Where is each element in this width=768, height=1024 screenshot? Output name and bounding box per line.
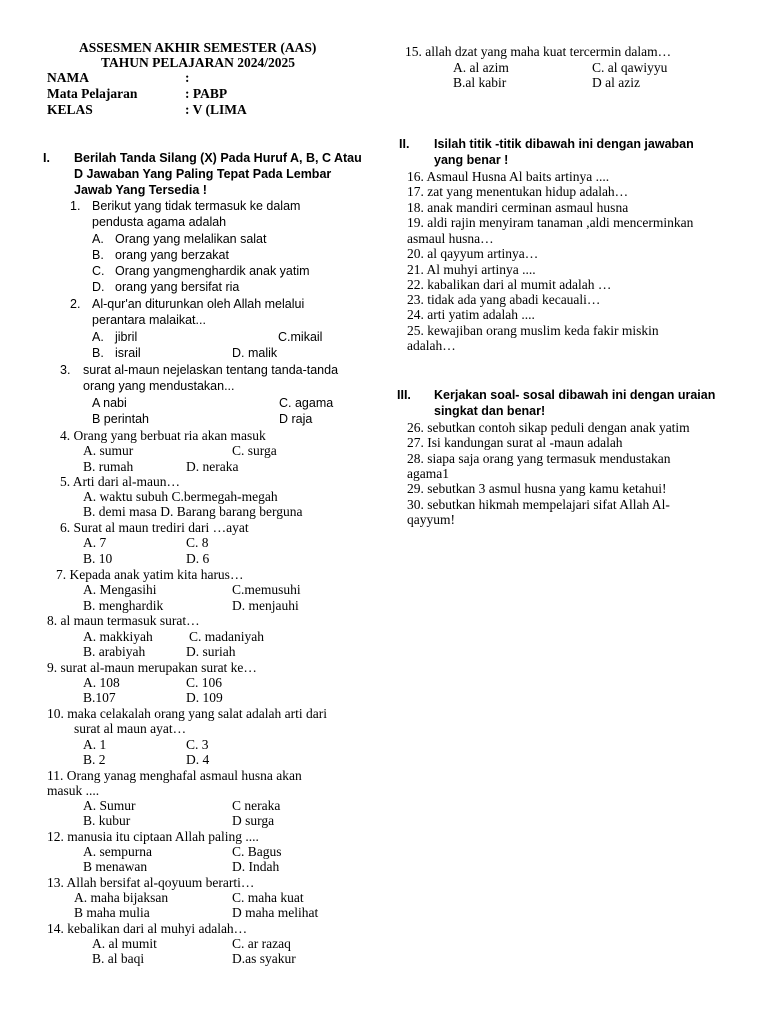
question-text: surat al maun ayat… (74, 721, 187, 736)
option-text: D. 109 (186, 690, 223, 705)
question-text: 9. surat al-maun merupakan surat ke… (47, 660, 257, 675)
option-letter: A. (92, 232, 104, 246)
essay-line: 17. zat yang menentukan hidup adalah… (407, 184, 629, 199)
essay-line: adalah… (407, 338, 456, 353)
option-text: C neraka (232, 798, 281, 813)
field-value-nama: : (185, 70, 190, 85)
option-text: A. sumur (83, 443, 134, 458)
option-text: B.107 (83, 690, 116, 705)
section2-number: II. (399, 137, 410, 151)
option-text: C. 8 (186, 535, 209, 550)
option-text: B. kubur (83, 813, 131, 828)
option-text: Orang yangmenghardik anak yatim (115, 264, 310, 278)
option-text: D. suriah (186, 644, 236, 659)
option-text: B. al baqi (92, 951, 145, 966)
question-text: orang yang mendustakan... (83, 379, 235, 393)
option-text: A. Sumur (83, 798, 136, 813)
option-text: D raja (279, 412, 313, 426)
option-text: D al aziz (592, 75, 640, 90)
question-text: Berikut yang tidak termasuk ke dalam (92, 199, 301, 213)
option-text: jibril (115, 330, 138, 344)
exam-title: ASSESMEN AKHIR SEMESTER (AAS) (79, 40, 317, 55)
option-text: C. agama (279, 396, 334, 410)
option-text: D. 4 (186, 752, 210, 767)
essay-line: agama1 (407, 466, 449, 481)
option-text: A. waktu subuh C.bermegah-megah (83, 489, 278, 504)
field-label-mapel: Mata Pelajaran (47, 86, 138, 101)
option-text: A. al mumit (92, 936, 157, 951)
essay-line: 26. sebutkan contoh sikap peduli dengan anak yatim (407, 420, 690, 435)
essay-line: 19. aldi rajin menyiram tanaman ,aldi mencerminkan (407, 215, 694, 230)
essay-line: 22. kabalikan dari al mumit adalah … (407, 277, 612, 292)
essay-line: 25. kewajiban orang muslim keda fakir miskin (407, 323, 659, 338)
option-text: D. neraka (186, 459, 239, 474)
option-text: B. demi masa D. Barang barang berguna (83, 504, 303, 519)
question-text: 5. Arti dari al-maun… (60, 474, 180, 489)
option-text: B.al kabir (453, 75, 507, 90)
essay-line: 23. tidak ada yang abadi kecauali… (407, 292, 601, 307)
question-text: pendusta agama adalah (92, 215, 227, 229)
question-text: masuk .... (47, 783, 100, 798)
essay-line: asmaul husna… (407, 231, 494, 246)
question-text: 13. Allah bersifat al-qoyuum berarti… (47, 875, 255, 890)
question-text: 8. al maun termasuk surat… (47, 613, 200, 628)
section2-instruction: yang benar ! (434, 153, 509, 167)
option-text: C. surga (232, 443, 277, 458)
option-text: C. ar razaq (232, 936, 291, 951)
option-text: C. 106 (186, 675, 223, 690)
option-text: orang yang berzakat (115, 248, 229, 262)
field-label-nama: NAMA (47, 70, 89, 85)
option-text: D. Indah (232, 859, 280, 874)
section3-number: III. (397, 388, 411, 402)
question-text: 4. Orang yang berbuat ria akan masuk (60, 428, 266, 443)
question-number: 3. (60, 363, 71, 377)
field-value-kelas: : V (LIMA (185, 102, 247, 117)
question-text: 11. Orang yanag menghafal asmaul husna akan (47, 768, 302, 783)
option-letter: A. (92, 330, 104, 344)
option-text: C. Bagus (232, 844, 282, 859)
question-number: 2. (70, 297, 81, 311)
option-text: C. 3 (186, 737, 209, 752)
section1-number: I. (43, 151, 50, 165)
option-text: israil (115, 346, 141, 360)
section1-instruction: Berilah Tanda Silang (X) Pada Huruf A, B, C Atau (74, 151, 362, 165)
essay-line: 16. Asmaul Husna Al baits artinya .... (407, 169, 610, 184)
option-text: A. 7 (83, 535, 107, 550)
essay-line: 29. sebutkan 3 asmul husna yang kamu ketahui! (407, 481, 667, 496)
question-text: 12. manusia itu ciptaan Allah paling .... (47, 829, 259, 844)
option-text: D surga (232, 813, 275, 828)
essay-line: 21. Al muhyi artinya .... (407, 262, 536, 277)
section3-instruction: singkat dan benar! (434, 404, 546, 418)
option-text: C. al qawiyyu (592, 60, 668, 75)
question-text: 14. kebalikan dari al muhyi adalah… (47, 921, 248, 936)
essay-line: 18. anak mandiri cerminan asmaul husna (407, 200, 629, 215)
section1-instruction: Jawab Yang Tersedia ! (74, 183, 207, 197)
field-label-kelas: KELAS (47, 102, 93, 117)
option-text: A. makkiyah (83, 629, 153, 644)
question-text: 7. Kepada anak yatim kita harus… (56, 567, 244, 582)
option-text: A. al azim (453, 60, 509, 75)
option-letter: B. (92, 248, 104, 262)
essay-line: 28. siapa saja orang yang termasuk mendustakan (407, 451, 671, 466)
option-letter: D. (92, 280, 105, 294)
option-letter: B. (92, 346, 104, 360)
section3-instruction: Kerjakan soal- sosal dibawah ini dengan uraian (434, 388, 716, 402)
option-text: B maha mulia (74, 905, 150, 920)
exam-year: TAHUN PELAJARAN 2024/2025 (101, 55, 296, 70)
question-text: Al-qur'an diturunkan oleh Allah melalui (92, 297, 305, 311)
question-text: surat al-maun nejelaskan tentang tanda-tanda (83, 363, 339, 377)
option-text: D. menjauhi (232, 598, 299, 613)
question-text: 15. allah dzat yang maha kuat tercermin dalam… (405, 44, 672, 59)
essay-line: 20. al qayyum artinya… (407, 246, 539, 261)
section2-instruction: Isilah titik -titik dibawah ini dengan jawaban (434, 137, 694, 151)
option-text: C.mikail (278, 330, 323, 344)
option-text: D. malik (232, 346, 278, 360)
essay-line: qayyum! (407, 512, 455, 527)
option-text: C. maha kuat (232, 890, 304, 905)
option-text: A. 108 (83, 675, 120, 690)
option-text: B perintah (92, 412, 149, 426)
essay-line: 27. Isi kandungan surat al -maun adalah (407, 435, 623, 450)
option-text: A nabi (92, 396, 127, 410)
question-text: perantara malaikat... (92, 313, 206, 327)
option-text: B. 10 (83, 551, 113, 566)
option-letter: C. (92, 264, 105, 278)
field-value-mapel: : PABP (185, 86, 228, 101)
option-text: A. Mengasihi (83, 582, 157, 597)
option-text: B. 2 (83, 752, 106, 767)
option-text: B menawan (83, 859, 148, 874)
question-text: 10. maka celakalah orang yang salat adalah arti dari (47, 706, 327, 721)
question-text: 6. Surat al maun trediri dari …ayat (60, 520, 249, 535)
option-text: Orang yang melalikan salat (115, 232, 267, 246)
option-text: A. maha bijaksan (74, 890, 169, 905)
essay-line: 30. sebutkan hikmah mempelajari sifat Allah Al- (407, 497, 670, 512)
option-text: D. 6 (186, 551, 210, 566)
option-text: orang yang bersifat ria (115, 280, 240, 294)
option-text: B. menghardik (83, 598, 164, 613)
section1-instruction: D Jawaban Yang Paling Tepat Pada Lembar (74, 167, 332, 181)
option-text: C. madaniyah (189, 629, 264, 644)
option-text: D.as syakur (232, 951, 296, 966)
option-text: B. arabiyah (83, 644, 146, 659)
question-number: 1. (70, 199, 81, 213)
option-text: A. 1 (83, 737, 107, 752)
option-text: D maha melihat (232, 905, 319, 920)
option-text: C.memusuhi (232, 582, 301, 597)
option-text: B. rumah (83, 459, 134, 474)
essay-line: 24. arti yatim adalah .... (407, 307, 535, 322)
option-text: A. sempurna (83, 844, 152, 859)
